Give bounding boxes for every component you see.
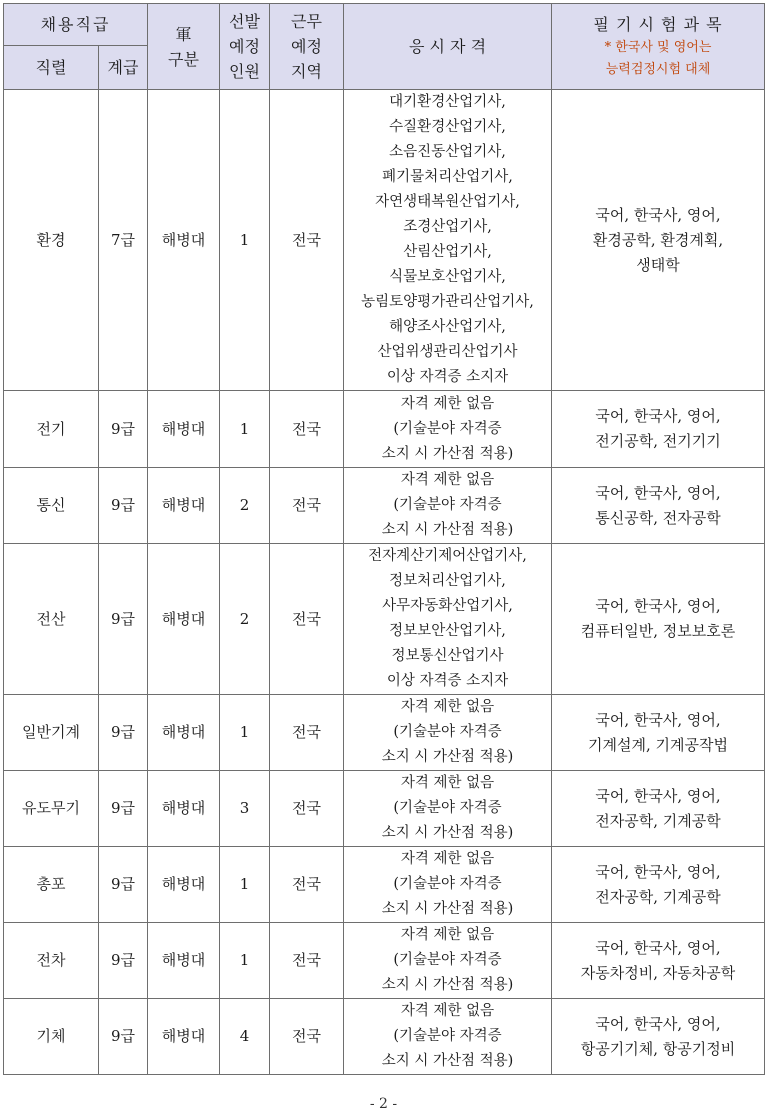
subject-line: 컴퓨터일반, 정보보호론 — [580, 622, 736, 640]
cell-subjects — [552, 391, 765, 468]
qualification-line: 소지 시 가산점 적용) — [381, 825, 514, 841]
qualification-line: (기술분야 자격증 — [393, 420, 502, 437]
cell-count: 2 — [220, 468, 270, 544]
header-selection-count-line: 선발 — [229, 12, 260, 31]
cell-branch: 해병대 — [148, 90, 220, 391]
header-written-subjects-title: 필 기 시 험 과 목 — [593, 14, 723, 34]
qualification-line: 대기환경산업기사, — [389, 94, 506, 110]
cell-qualification — [344, 999, 552, 1075]
subject-line: 국어, 한국사, 영어, — [595, 938, 721, 957]
header-work-region — [270, 4, 344, 90]
subject-line: 항공기기체, 항공기정비 — [580, 1039, 736, 1058]
cell-branch: 해병대 — [148, 847, 220, 923]
subject-line: 국어, 한국사, 영어, — [595, 862, 721, 881]
cell-qualification — [344, 544, 552, 695]
cell-series: 전기 — [4, 391, 99, 468]
header-written-note-line: * 한국사 및 영어는 — [604, 39, 712, 55]
subject-line: 국어, 한국사, 영어, — [595, 483, 721, 502]
qualification-line: 소지 시 가산점 적용) — [381, 1053, 514, 1069]
table-row — [4, 999, 765, 1075]
subject-line: 환경공학, 환경계획, — [592, 230, 724, 249]
cell-count: 1 — [220, 923, 270, 999]
table-row — [4, 771, 765, 847]
qualification-line: (기술분야 자격증 — [393, 724, 502, 740]
header-grade: 계급 — [99, 46, 148, 90]
cell-series: 환경 — [4, 90, 99, 391]
header-series: 직렬 — [4, 46, 99, 90]
cell-count: 1 — [220, 391, 270, 468]
subject-line: 전자공학, 기계공학 — [595, 811, 721, 830]
qualification-line: 폐기물처리산업기사, — [382, 169, 513, 185]
qualification-line: 수질환경산업기사, — [389, 119, 506, 135]
cell-count: 1 — [220, 695, 270, 771]
qualification-line: 소지 시 가산점 적용) — [381, 445, 514, 462]
subject-line: 국어, 한국사, 영어, — [595, 597, 721, 615]
header-written-subjects — [552, 4, 765, 90]
page-number: - 2 - — [369, 1096, 398, 1112]
cell-region: 전국 — [270, 999, 344, 1075]
cell-branch: 해병대 — [148, 695, 220, 771]
cell-grade: 9급 — [99, 544, 148, 695]
qualification-line: 소지 시 가산점 적용) — [381, 901, 514, 917]
header-qualification: 응 시 자 격 — [344, 4, 552, 90]
table-row — [4, 90, 765, 391]
header-written-note-line: 능력검정시험 대체 — [605, 61, 711, 77]
header-selection-count-line: 인원 — [229, 62, 260, 81]
cell-series: 전차 — [4, 923, 99, 999]
subject-line: 생태학 — [636, 255, 680, 274]
qualification-line: (기술분야 자격증 — [393, 800, 502, 816]
header-recruit-position: 채용직급 — [4, 4, 148, 46]
header-military-branch-line: 구분 — [168, 49, 199, 69]
cell-subjects — [552, 999, 765, 1075]
cell-qualification — [344, 90, 552, 391]
qualification-line: (기술분야 자격증 — [393, 497, 502, 513]
cell-branch: 해병대 — [148, 999, 220, 1075]
qualification-line: 자격 제한 없음 — [400, 699, 495, 715]
cell-subjects — [552, 544, 765, 695]
cell-qualification — [344, 847, 552, 923]
qualification-line: 이상 자격증 소지자 — [386, 673, 509, 689]
cell-subjects — [552, 847, 765, 923]
table-row — [4, 544, 765, 695]
subject-line: 국어, 한국사, 영어, — [595, 786, 721, 805]
cell-subjects — [552, 468, 765, 544]
cell-count: 3 — [220, 771, 270, 847]
table-row — [4, 695, 765, 771]
subject-line: 국어, 한국사, 영어, — [595, 710, 721, 729]
header-military-branch — [148, 4, 220, 90]
header-work-region-line: 근무 — [291, 12, 322, 31]
cell-grade: 9급 — [99, 847, 148, 923]
cell-series: 통신 — [4, 468, 99, 544]
table-row — [4, 468, 765, 544]
cell-qualification — [344, 468, 552, 544]
qualification-line: 정보통신산업기사 — [391, 648, 504, 664]
cell-series: 전산 — [4, 544, 99, 695]
qualification-line: 소지 시 가산점 적용) — [381, 522, 514, 538]
qualification-line: 소음진동산업기사, — [389, 144, 506, 160]
qualification-line: 사무자동화산업기사, — [382, 598, 513, 614]
cell-count: 2 — [220, 544, 270, 695]
cell-grade: 9급 — [99, 923, 148, 999]
cell-subjects — [552, 90, 765, 391]
qualification-line: 자격 제한 없음 — [400, 851, 495, 867]
header-work-region-line: 지역 — [291, 62, 322, 81]
qualification-line: 소지 시 가산점 적용) — [381, 749, 514, 765]
cell-series: 일반기계 — [4, 695, 99, 771]
cell-region: 전국 — [270, 695, 344, 771]
table-body — [4, 90, 765, 1075]
subject-line: 전자공학, 기계공학 — [595, 887, 721, 906]
cell-branch: 해병대 — [148, 544, 220, 695]
cell-grade: 9급 — [99, 771, 148, 847]
cell-region: 전국 — [270, 923, 344, 999]
cell-qualification — [344, 923, 552, 999]
cell-count: 1 — [220, 90, 270, 391]
table-row — [4, 923, 765, 999]
qualification-line: (기술분야 자격증 — [393, 1028, 502, 1044]
subject-line: 기계설계, 기계공작법 — [588, 735, 728, 754]
subject-line: 자동차정비, 자동차공학 — [580, 963, 736, 982]
cell-count: 4 — [220, 999, 270, 1075]
cell-qualification — [344, 391, 552, 468]
table-row — [4, 391, 765, 468]
table-row — [4, 847, 765, 923]
cell-subjects — [552, 771, 765, 847]
cell-grade: 9급 — [99, 468, 148, 544]
subject-line: 국어, 한국사, 영어, — [595, 1014, 721, 1033]
qualification-line: 자격 제한 없음 — [400, 395, 495, 412]
header-military-branch-line: 軍 — [175, 24, 192, 44]
cell-region: 전국 — [270, 391, 344, 468]
cell-subjects — [552, 695, 765, 771]
cell-grade: 9급 — [99, 695, 148, 771]
qualification-line: 정보보안산업기사, — [389, 623, 506, 639]
header-selection-count-line: 예정 — [229, 37, 260, 56]
qualification-line: (기술분야 자격증 — [393, 952, 502, 968]
qualification-line: 농림토양평가관리산업기사, — [361, 294, 534, 310]
qualification-line: 조경산업기사, — [403, 219, 492, 235]
subject-line: 통신공학, 전자공학 — [595, 508, 721, 527]
qualification-line: 전자계산기제어산업기사, — [368, 548, 527, 564]
cell-branch: 해병대 — [148, 468, 220, 544]
cell-count: 1 — [220, 847, 270, 923]
header-work-region-line: 예정 — [291, 37, 322, 56]
qualification-line: 해양조사산업기사, — [389, 319, 506, 335]
cell-series: 총포 — [4, 847, 99, 923]
subject-line: 국어, 한국사, 영어, — [595, 407, 721, 425]
cell-branch: 해병대 — [148, 771, 220, 847]
qualification-line: 자격 제한 없음 — [400, 775, 495, 791]
qualification-line: 식물보호산업기사, — [389, 269, 506, 285]
subject-line: 전기공학, 전기기기 — [595, 432, 721, 450]
cell-region: 전국 — [270, 468, 344, 544]
cell-region: 전국 — [270, 544, 344, 695]
header-selection-count — [220, 4, 270, 90]
cell-qualification — [344, 771, 552, 847]
cell-branch: 해병대 — [148, 923, 220, 999]
qualification-line: 산업위생관리산업기사 — [377, 344, 518, 360]
qualification-line: (기술분야 자격증 — [393, 876, 502, 892]
cell-grade: 9급 — [99, 999, 148, 1075]
cell-region: 전국 — [270, 847, 344, 923]
cell-branch: 해병대 — [148, 391, 220, 468]
cell-region: 전국 — [270, 771, 344, 847]
qualification-line: 자격 제한 없음 — [400, 1003, 495, 1019]
cell-region: 전국 — [270, 90, 344, 391]
cell-grade: 9급 — [99, 391, 148, 468]
qualification-line: 정보처리산업기사, — [389, 573, 506, 589]
qualification-line: 소지 시 가산점 적용) — [381, 977, 514, 993]
cell-qualification — [344, 695, 552, 771]
cell-subjects — [552, 923, 765, 999]
qualification-line: 자연생태복원산업기사, — [375, 194, 520, 210]
recruitment-table — [3, 3, 765, 1075]
qualification-line: 자격 제한 없음 — [400, 472, 495, 488]
cell-series: 유도무기 — [4, 771, 99, 847]
subject-line: 국어, 한국사, 영어, — [595, 205, 721, 224]
cell-grade: 7급 — [99, 90, 148, 391]
qualification-line: 자격 제한 없음 — [400, 927, 495, 943]
qualification-line: 이상 자격증 소지자 — [386, 369, 509, 385]
qualification-line: 산림산업기사, — [403, 244, 492, 260]
cell-series: 기체 — [4, 999, 99, 1075]
